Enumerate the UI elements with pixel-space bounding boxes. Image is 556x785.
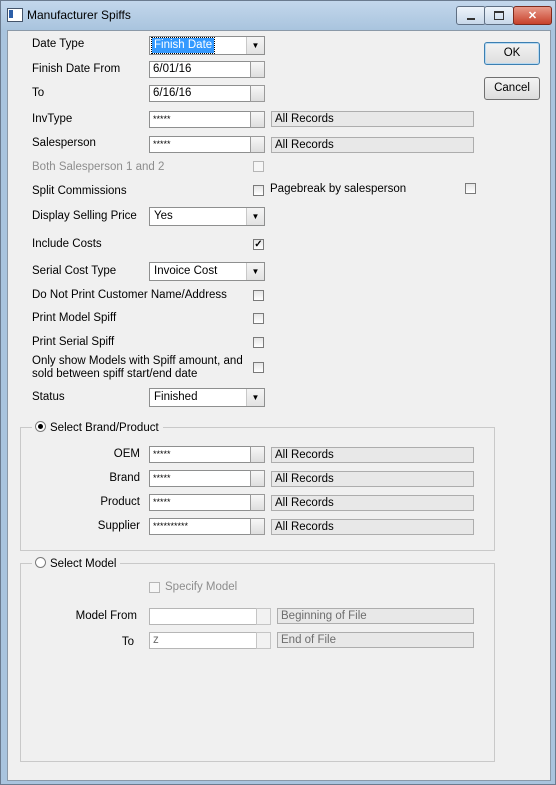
only-show-models-label-line2: sold between spiff start/end date bbox=[32, 368, 198, 380]
both-salesperson-label: Both Salesperson 1 and 2 bbox=[32, 161, 165, 173]
supplier-label: Supplier bbox=[97, 520, 140, 532]
brand-description: All Records bbox=[271, 471, 474, 487]
close-button[interactable] bbox=[513, 6, 552, 25]
salesperson-lookup-button[interactable] bbox=[250, 136, 265, 153]
print-model-spiff-checkbox[interactable] bbox=[253, 313, 264, 324]
specify-model-checkbox[interactable] bbox=[149, 582, 160, 593]
print-serial-spiff-label: Print Serial Spiff bbox=[32, 336, 115, 348]
include-costs-label: Include Costs bbox=[32, 238, 102, 250]
salesperson-label: Salesperson bbox=[32, 137, 96, 149]
oem-description: All Records bbox=[271, 447, 474, 463]
do-not-print-customer-checkbox[interactable] bbox=[253, 290, 264, 301]
chevron-down-icon[interactable]: ▼ bbox=[246, 37, 264, 54]
status-value: Finished bbox=[154, 391, 198, 403]
split-commissions-label: Split Commissions bbox=[32, 185, 127, 197]
supplier-lookup-button[interactable] bbox=[250, 518, 265, 535]
window-title: Manufacturer Spiffs bbox=[27, 8, 131, 22]
include-costs-checkbox[interactable]: ✓ bbox=[254, 239, 263, 250]
title-bar[interactable] bbox=[1, 1, 555, 30]
maximize-icon bbox=[494, 11, 504, 20]
product-input[interactable]: ***** bbox=[149, 494, 251, 511]
brand-lookup-button[interactable] bbox=[250, 470, 265, 487]
model-from-input[interactable] bbox=[149, 608, 257, 625]
status-select[interactable] bbox=[149, 388, 265, 407]
model-to-description: End of File bbox=[277, 632, 474, 648]
app-icon bbox=[7, 8, 23, 22]
date-type-select[interactable] bbox=[149, 36, 265, 55]
model-to-lookup-button[interactable] bbox=[256, 632, 271, 649]
finish-date-to-input[interactable]: 6/16/16 bbox=[149, 85, 251, 102]
only-show-models-label-line1: Only show Models with Spiff amount, and bbox=[32, 355, 243, 367]
display-selling-price-label: Display Selling Price bbox=[32, 210, 137, 222]
finish-date-from-label: Finish Date From bbox=[32, 63, 121, 75]
invtype-input[interactable]: ***** bbox=[149, 111, 251, 128]
serial-cost-type-value: Invoice Cost bbox=[154, 265, 218, 277]
brand-input[interactable]: ***** bbox=[149, 470, 251, 487]
date-type-label: Date Type bbox=[32, 38, 85, 50]
chevron-down-icon[interactable]: ▼ bbox=[246, 389, 264, 406]
oem-input[interactable]: ***** bbox=[149, 446, 251, 463]
specify-model-label: Specify Model bbox=[165, 581, 238, 593]
chevron-down-icon[interactable]: ▼ bbox=[246, 208, 264, 225]
maximize-button[interactable] bbox=[484, 6, 514, 25]
model-from-lookup-button[interactable] bbox=[256, 608, 271, 625]
model-from-description: Beginning of File bbox=[277, 608, 474, 624]
supplier-input[interactable]: ********** bbox=[149, 518, 251, 535]
status-label: Status bbox=[32, 391, 65, 403]
select-model-label: Select Model bbox=[50, 558, 117, 570]
only-show-models-checkbox[interactable] bbox=[253, 362, 264, 373]
product-lookup-button[interactable] bbox=[250, 494, 265, 511]
date-type-value: Finish Date bbox=[154, 39, 213, 51]
cancel-button[interactable]: Cancel bbox=[484, 77, 540, 100]
salesperson-description: All Records bbox=[271, 137, 474, 153]
brand-product-group-title bbox=[32, 421, 163, 434]
invtype-description: All Records bbox=[271, 111, 474, 127]
finish-date-to-lookup-button[interactable] bbox=[250, 85, 265, 102]
finish-date-to-label: To bbox=[32, 87, 45, 99]
oem-label: OEM bbox=[113, 448, 140, 460]
display-selling-price-value: Yes bbox=[154, 210, 173, 222]
both-salesperson-checkbox[interactable] bbox=[253, 161, 264, 172]
product-description: All Records bbox=[271, 495, 474, 511]
product-label: Product bbox=[100, 496, 140, 508]
invtype-label: InvType bbox=[32, 113, 73, 125]
display-selling-price-select[interactable] bbox=[149, 207, 265, 226]
print-model-spiff-label: Print Model Spiff bbox=[32, 312, 117, 324]
pagebreak-checkbox[interactable] bbox=[465, 183, 476, 194]
salesperson-input[interactable]: ***** bbox=[149, 136, 251, 153]
select-model-group bbox=[20, 563, 495, 762]
serial-cost-type-label: Serial Cost Type bbox=[32, 265, 117, 277]
select-brand-product-radio[interactable] bbox=[35, 421, 46, 432]
ok-button[interactable]: OK bbox=[484, 42, 540, 65]
finish-date-from-input[interactable]: 6/01/16 bbox=[149, 61, 251, 78]
oem-lookup-button[interactable] bbox=[250, 446, 265, 463]
model-to-label: To bbox=[121, 636, 134, 648]
brand-label: Brand bbox=[109, 472, 140, 484]
pagebreak-label: Pagebreak by salesperson bbox=[270, 183, 407, 195]
minimize-button[interactable] bbox=[456, 6, 486, 25]
serial-cost-type-select[interactable] bbox=[149, 262, 265, 281]
close-icon: ✕ bbox=[527, 10, 538, 22]
finish-date-from-lookup-button[interactable] bbox=[250, 61, 265, 78]
split-commissions-checkbox[interactable] bbox=[253, 185, 264, 196]
select-model-radio[interactable] bbox=[35, 557, 46, 568]
chevron-down-icon[interactable]: ▼ bbox=[246, 263, 264, 280]
dialog-client bbox=[7, 30, 551, 781]
invtype-lookup-button[interactable] bbox=[250, 111, 265, 128]
select-model-group-title bbox=[32, 557, 120, 570]
minimize-icon bbox=[467, 18, 475, 20]
select-brand-product-label: Select Brand/Product bbox=[50, 422, 159, 434]
print-serial-spiff-checkbox[interactable] bbox=[253, 337, 264, 348]
do-not-print-customer-label: Do Not Print Customer Name/Address bbox=[32, 289, 227, 301]
supplier-description: All Records bbox=[271, 519, 474, 535]
model-to-input[interactable]: z bbox=[149, 632, 257, 649]
model-from-label: Model From bbox=[75, 610, 137, 622]
